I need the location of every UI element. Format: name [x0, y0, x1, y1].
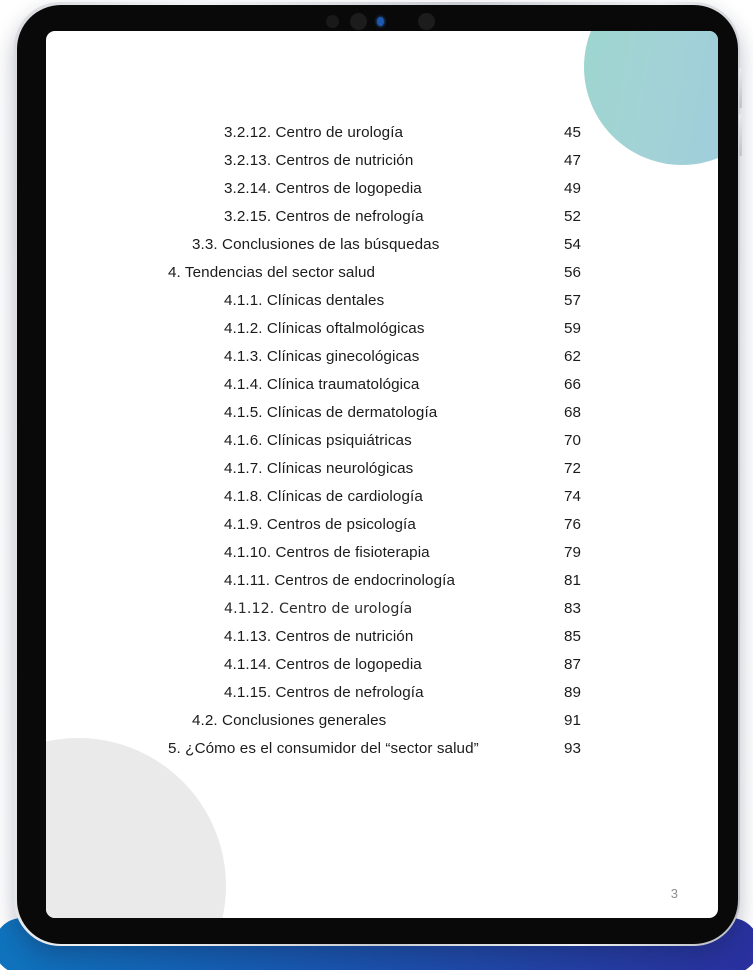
toc-entry-title: 4.1.13. Centros de nutrición: [224, 628, 414, 645]
toc-entry-title: 4.1.9. Centros de psicología: [224, 516, 416, 533]
toc-entry-title: 4.1.3. Clínicas ginecológicas: [224, 348, 420, 365]
toc-entry-title: 4. Tendencias del sector salud: [168, 264, 376, 281]
toc-entry-page-number: 91: [564, 712, 581, 729]
toc-entry[interactable]: [46, 259, 718, 287]
toc-entry-page-number: 59: [564, 320, 581, 337]
volume-up-button[interactable]: [739, 68, 742, 108]
toc-entry-page-number: 66: [564, 376, 581, 393]
toc-entry-page-number: 68: [564, 404, 581, 421]
toc-entry-page-number: 79: [564, 544, 581, 561]
toc-entry-title: 4.1.6. Clínicas psiquiátricas: [224, 432, 412, 449]
toc-entry-page-number: 76: [564, 516, 581, 533]
toc-entry-page-number: 72: [564, 460, 581, 477]
page-number: 3: [670, 886, 678, 901]
toc-entry-page-number: 81: [564, 572, 581, 589]
camera-dot-icon: [350, 13, 367, 30]
toc-entry[interactable]: [46, 707, 718, 735]
toc-entry[interactable]: [46, 203, 718, 231]
toc-entry[interactable]: [46, 455, 718, 483]
toc-entry-page-number: 87: [564, 656, 581, 673]
toc-entry-title: 4.1.4. Clínica traumatológica: [224, 376, 420, 393]
toc-entry-page-number: 93: [564, 740, 581, 757]
toc-entry-page-number: 70: [564, 432, 581, 449]
toc-entry-title: 3.2.13. Centros de nutrición: [224, 152, 414, 169]
toc-entry[interactable]: [46, 539, 718, 567]
toc-entry-title: 4.1.10. Centros de fisioterapia: [224, 544, 430, 561]
toc-entry[interactable]: [46, 567, 718, 595]
toc-entry-title: 4.1.1. Clínicas dentales: [224, 292, 385, 309]
toc-entry[interactable]: [46, 343, 718, 371]
camera-dot-icon: [418, 13, 435, 30]
toc-entry-page-number: 49: [564, 180, 581, 197]
toc-entry-title: 3.2.12. Centro de urología: [224, 124, 404, 141]
indicator-light-icon: [377, 17, 384, 26]
toc-entry-title: 3.2.14. Centros de logopedia: [224, 180, 422, 197]
toc-entry[interactable]: [46, 735, 718, 763]
toc-entry-title: 4.2. Conclusiones generales: [192, 712, 387, 729]
toc-entry[interactable]: [46, 511, 718, 539]
toc-entry[interactable]: [46, 679, 718, 707]
toc-entry-page-number: 56: [564, 264, 581, 281]
toc-entry-page-number: 83: [564, 600, 581, 617]
toc-entry[interactable]: [46, 483, 718, 511]
toc-entry-title: 4.1.12. Centro de urología: [224, 601, 413, 617]
toc-entry[interactable]: [46, 371, 718, 399]
toc-entry[interactable]: [46, 119, 718, 147]
table-of-contents: [46, 119, 718, 763]
toc-entry-page-number: 74: [564, 488, 581, 505]
volume-down-button[interactable]: [739, 114, 742, 156]
toc-entry-title: 4.1.8. Clínicas de cardiología: [224, 488, 423, 505]
toc-entry-title: 3.2.15. Centros de nefrología: [224, 208, 424, 225]
toc-entry-title: 4.1.14. Centros de logopedia: [224, 656, 422, 673]
toc-entry[interactable]: [46, 623, 718, 651]
toc-entry-title: 5. ¿Cómo es el consumidor del “sector salud”: [168, 740, 479, 757]
toc-entry-page-number: 54: [564, 236, 581, 253]
toc-entry[interactable]: [46, 595, 718, 623]
camera-dot-icon: [326, 15, 339, 28]
toc-entry-page-number: 62: [564, 348, 581, 365]
toc-entry-title: 4.1.15. Centros de nefrología: [224, 684, 424, 701]
toc-entry[interactable]: [46, 399, 718, 427]
toc-entry-title: 3.3. Conclusiones de las búsquedas: [192, 236, 440, 253]
toc-entry[interactable]: [46, 315, 718, 343]
toc-entry[interactable]: [46, 231, 718, 259]
toc-entry-title: 4.1.11. Centros de endocrinología: [224, 572, 455, 589]
toc-entry-title: 4.1.2. Clínicas oftalmológicas: [224, 320, 425, 337]
toc-entry-page-number: 85: [564, 628, 581, 645]
toc-entry-title: 4.1.7. Clínicas neurológicas: [224, 460, 414, 477]
toc-entry-page-number: 57: [564, 292, 581, 309]
toc-entry-page-number: 47: [564, 152, 581, 169]
toc-entry-title: 4.1.5. Clínicas de dermatología: [224, 404, 438, 421]
toc-entry-page-number: 89: [564, 684, 581, 701]
toc-entry[interactable]: [46, 427, 718, 455]
toc-entry[interactable]: [46, 147, 718, 175]
toc-entry[interactable]: [46, 651, 718, 679]
toc-entry-page-number: 52: [564, 208, 581, 225]
toc-entry[interactable]: [46, 287, 718, 315]
document-page: [46, 31, 718, 918]
toc-entry[interactable]: [46, 175, 718, 203]
toc-entry-page-number: 45: [564, 124, 581, 141]
